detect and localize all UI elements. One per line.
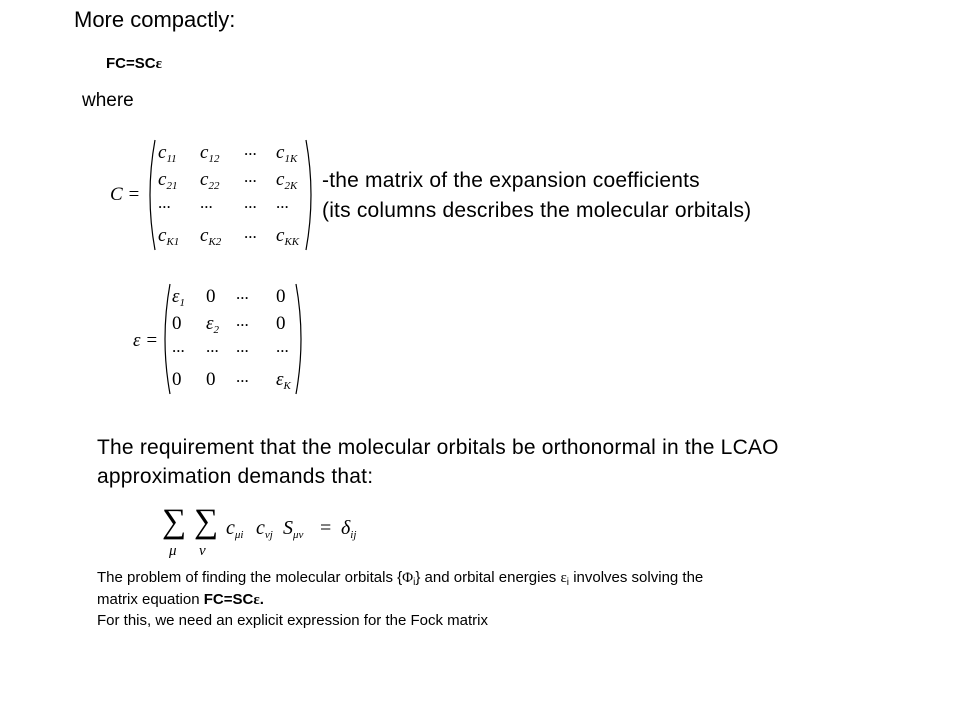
- matrix-eps-cell: [206, 369, 216, 391]
- matrix-c-cell-sub: 21: [166, 180, 178, 192]
- sum-symbol-1: ∑: [162, 503, 187, 540]
- matrix-eps-cell-sub: K: [283, 380, 291, 392]
- matrix-eps-cell-base: ε: [276, 369, 284, 390]
- eps-i-sub: i: [566, 577, 570, 588]
- matrix-c-cell: [200, 193, 213, 213]
- matrix-eps-cell-base: ...: [172, 337, 185, 356]
- matrix-eps-cell: [236, 367, 249, 387]
- matrix-c-cell-base: ...: [244, 167, 257, 186]
- problem-line2-eps: ε: [253, 592, 260, 608]
- c-mu-i-base: c: [226, 517, 235, 539]
- matrix-c-cell-base: c: [158, 225, 167, 246]
- epsilon-symbol: ε: [155, 56, 163, 72]
- matrix-eps-cell-base: 0: [206, 369, 216, 390]
- matrix-c-cell-base: ...: [244, 223, 257, 242]
- matrix-c-cell-base: c: [200, 225, 209, 246]
- matrix-eps-cell: [172, 286, 185, 308]
- matrix-eps-cell: [172, 369, 182, 391]
- matrix-eps-cell-base: 0: [172, 313, 182, 334]
- s-mu-nu-base: S: [283, 517, 293, 539]
- matrix-eps-cell-base: ε: [206, 313, 214, 334]
- c-nu-j-base: c: [256, 517, 265, 539]
- matrix-c-cell-base: c: [158, 169, 167, 190]
- where-label: where: [82, 90, 134, 111]
- matrix-c-cell: [276, 142, 297, 164]
- matrix-c-cell-sub: K2: [208, 236, 222, 248]
- matrix-c-cell: [158, 142, 177, 164]
- matrix-c-cell: [200, 225, 221, 247]
- problem-line2-a: matrix equation: [97, 591, 204, 608]
- matrix-c-cell: [158, 225, 179, 247]
- matrix-c-desc-line1: -the matrix of the expansion coefficients: [322, 169, 700, 192]
- problem-line2: [97, 591, 264, 609]
- matrix-c-cell: [244, 223, 257, 243]
- matrix-eps-cell-base: ...: [236, 337, 249, 356]
- problem-line3: For this, we need an explicit expression for the Fock matrix: [97, 612, 488, 629]
- matrix-eps-cell: [276, 313, 286, 335]
- matrix-c-cell-base: c: [200, 169, 209, 190]
- sum-symbol-2: ∑: [194, 503, 219, 540]
- c-mu-i: [226, 517, 243, 540]
- heading: More compactly:: [74, 7, 236, 32]
- problem-line1: [97, 569, 703, 587]
- matrix-c-cell: [244, 193, 257, 213]
- short-equation-text: FC=SC: [106, 55, 156, 72]
- matrix-eps-cell-sub: 2: [213, 324, 219, 336]
- c-mu-i-sub: μi: [234, 529, 244, 541]
- matrix-eps-cell-base: 0: [172, 369, 182, 390]
- matrix-c-cell-base: c: [200, 142, 209, 163]
- problem-line1-a: The problem of finding the molecular orbitals {: [97, 569, 403, 586]
- matrix-c-cell-base: c: [276, 225, 285, 246]
- matrix-c-cell-base: c: [276, 169, 285, 190]
- matrix-eps-cell: [206, 286, 216, 308]
- matrix-c-cell-base: ...: [276, 193, 289, 212]
- matrix-eps-cell: [236, 311, 249, 331]
- matrix-c-cell-sub: 1K: [284, 153, 298, 165]
- equals-sign: =: [320, 517, 332, 539]
- matrix-eps-cell-base: 0: [276, 313, 286, 334]
- matrix-c-cell: [200, 142, 219, 164]
- matrix-eps-cell: [206, 337, 219, 357]
- short-equation: [106, 55, 162, 73]
- matrix-c-cell-sub: KK: [284, 236, 300, 248]
- matrix-c-cell-base: c: [158, 142, 167, 163]
- c-nu-j: [256, 517, 273, 540]
- matrix-c-cell: [244, 140, 257, 160]
- matrix-eps-cell-base: 0: [276, 286, 286, 307]
- matrix-eps-cell-base: 0: [206, 286, 216, 307]
- matrix-c-cell: [276, 193, 289, 213]
- delta-ij: [341, 517, 356, 540]
- s-mu-nu-sub: μν: [293, 529, 304, 541]
- delta-sub: ij: [350, 529, 357, 541]
- matrix-c-cell-base: c: [276, 142, 285, 163]
- problem-line2-end: .: [259, 591, 264, 608]
- matrix-eps-cell-base: ε: [172, 286, 180, 307]
- matrix-eps-cell: [276, 337, 289, 357]
- matrix-c-cell-base: ...: [244, 140, 257, 159]
- matrix-eps-cell: [206, 313, 219, 335]
- phi-symbol: Φ: [402, 570, 414, 586]
- phi-sub: i: [413, 577, 416, 588]
- matrix-c-desc-line2: (its columns describes the molecular orbitals): [322, 199, 752, 222]
- c-nu-j-sub: νj: [264, 529, 273, 541]
- matrix-c-cell: [276, 225, 299, 247]
- matrix-c-cell-base: ...: [200, 193, 213, 212]
- matrix-eps-cell-sub: 1: [179, 297, 185, 309]
- matrix-c-cell: [158, 169, 177, 191]
- s-mu-nu: [283, 517, 303, 540]
- matrix-eps-cell: [172, 337, 185, 357]
- problem-line1-c: involves solving the: [569, 569, 704, 586]
- matrix-eps-cell-base: ...: [206, 337, 219, 356]
- matrix-c-cell-sub: K1: [166, 236, 180, 248]
- matrix-c-cell-base: ...: [244, 193, 257, 212]
- matrix-eps-cell: [236, 284, 249, 304]
- matrix-c-cell: [276, 169, 297, 191]
- matrix-eps-cell-base: ...: [236, 367, 249, 386]
- matrix-eps-cell: [276, 286, 286, 308]
- matrix-c-cell: [158, 193, 171, 213]
- delta-base: δ: [341, 517, 351, 539]
- matrix-c-cell: [244, 167, 257, 187]
- matrix-c-cell-sub: 22: [208, 180, 220, 192]
- matrix-c-cell: [200, 169, 219, 191]
- problem-line2-eq: FC=SC: [203, 591, 254, 608]
- matrix-c-cell-sub: 11: [166, 153, 177, 165]
- matrix-eps-cell-base: ...: [276, 337, 289, 356]
- requirement-line1: The requirement that the molecular orbitals be orthonormal in the LCAO: [97, 436, 779, 459]
- matrix-eps-cell-base: ...: [236, 284, 249, 303]
- matrix-eps-cell: [276, 369, 291, 391]
- eps-i-symbol: ε: [560, 570, 567, 586]
- matrix-eps-cell: [236, 337, 249, 357]
- matrix-eps-cell: [172, 313, 182, 335]
- matrix-eps-lhs: ε =: [133, 330, 159, 351]
- requirement-line2: approximation demands that:: [97, 465, 374, 488]
- matrix-c-cell-sub: 2K: [284, 180, 298, 192]
- matrix-c-cell-base: ...: [158, 193, 171, 212]
- sum-index-mu: μ: [169, 543, 177, 559]
- sum-index-nu: ν: [199, 543, 206, 559]
- problem-line1-b: } and orbital energies: [415, 569, 561, 586]
- matrix-c-cell-sub: 12: [208, 153, 220, 165]
- matrix-eps-cell-base: ...: [236, 311, 249, 330]
- matrix-c-lhs: C =: [110, 184, 141, 205]
